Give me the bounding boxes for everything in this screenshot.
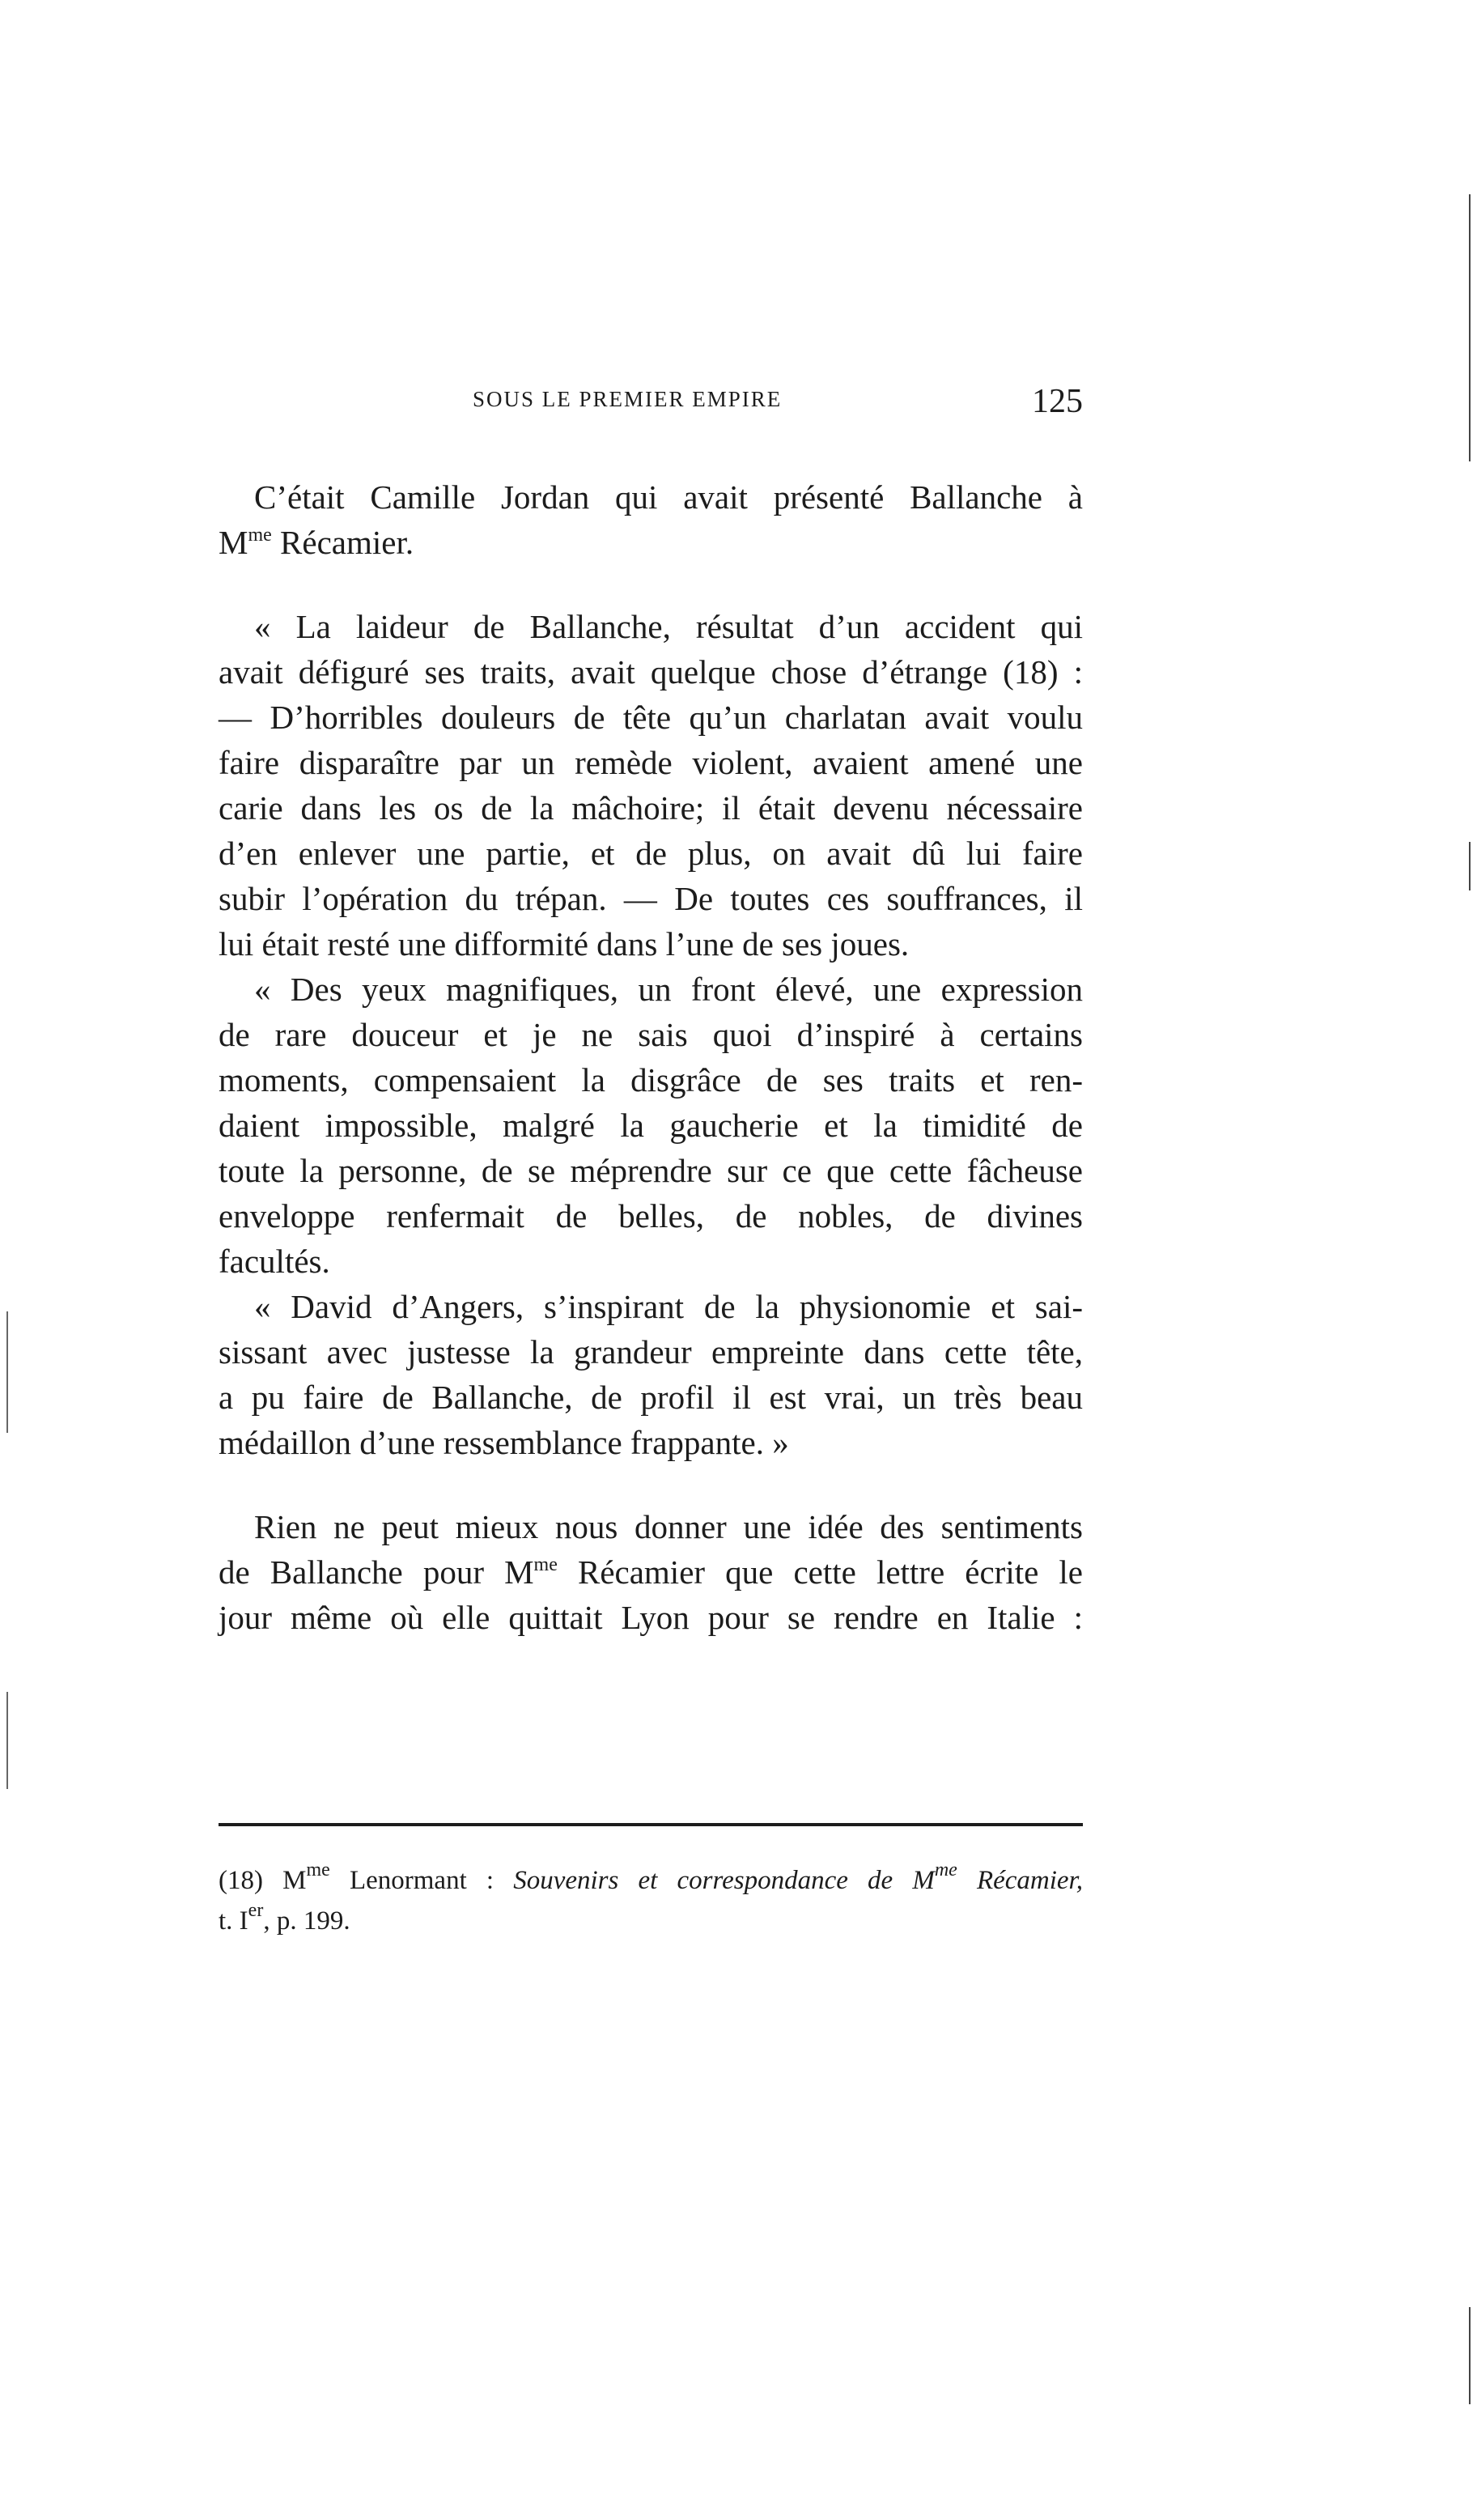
paragraph-line: carie dans les os de la mâchoire; il était devenu nécessaire	[219, 789, 1083, 827]
running-head: SOUS LE PREMIER EMPIRE	[473, 387, 783, 411]
paragraph-line: faire disparaître par un remède violent, avaient amené une	[219, 744, 1083, 781]
page-number: 125	[1032, 383, 1083, 420]
paragraph-line: moments, compensaient la disgrâce de ses traits et ren-	[219, 1061, 1083, 1099]
body-text	[219, 474, 1083, 1640]
scan-edge-mark	[6, 1311, 8, 1433]
paragraph-line: $M^{me}$ Récamier.	[219, 524, 414, 561]
scan-edge-mark	[1469, 842, 1471, 890]
scan-edge-mark	[6, 1692, 8, 1789]
paragraph-line: lui était resté une difformité dans l’une de ses joues.	[219, 925, 910, 963]
footnote	[219, 1860, 1083, 1941]
paragraph-line: « Des yeux magnifiques, un front élevé, une expression	[254, 971, 1083, 1008]
paragraph-line: subir l’opération du trépan. — De toutes ces souffrances, il	[219, 880, 1083, 917]
paragraph-line: d’en enlever une partie, et de plus, on avait dû lui faire	[219, 835, 1083, 872]
paragraph-line: facultés.	[219, 1243, 330, 1280]
paragraph-line: sissant avec justesse la grandeur empreinte dans cette tête,	[219, 1333, 1083, 1370]
paragraph-line: toute la personne, de se méprendre sur ce que cette fâcheuse	[219, 1152, 1083, 1189]
paragraph-line: de Ballanche pour $M^{me}$ Récamier que cette lettre écrite le	[219, 1553, 1083, 1591]
scan-edge-mark	[1469, 2307, 1471, 2404]
paragraph-line: avait défiguré ses traits, avait quelque chose d’étrange (18) :	[219, 653, 1083, 691]
paragraph-line: de rare douceur et je ne sais quoi d’inspiré à certains	[219, 1016, 1083, 1053]
paragraph-line: a pu faire de Ballanche, de profil il est vrai, un très beau	[219, 1379, 1083, 1416]
footnote-line: (18) $M^{me}$ Lenormant : Souvenirs et correspondance de $M^{me}$ Récamier,	[219, 1859, 1083, 1895]
footnote-line: t. Ier, p. 199.	[219, 1900, 350, 1936]
scan-edge-mark	[1469, 194, 1471, 461]
paragraph-line: — D’horribles douleurs de tête qu’un charlatan avait voulu	[219, 699, 1083, 736]
paragraph-line: Rien ne peut mieux nous donner une idée des sentiments	[254, 1508, 1083, 1545]
paragraph-line: médaillon d’une ressemblance frappante. »	[219, 1424, 789, 1461]
footnote-rule	[219, 1823, 1083, 1826]
paragraph-line: jour même où elle quittait Lyon pour se rendre en Italie :	[219, 1599, 1083, 1636]
paragraph-line: « La laideur de Ballanche, résultat d’un accident qui	[254, 608, 1083, 645]
paragraph-line: C’était Camille Jordan qui avait présenté Ballanche à	[254, 478, 1083, 516]
paragraph-line: daient impossible, malgré la gaucherie et la timidité de	[219, 1107, 1083, 1144]
page-header	[219, 383, 1083, 436]
paragraph-line: enveloppe renfermait de belles, de nobles, de divines	[219, 1197, 1083, 1235]
paragraph-line: « David d’Angers, s’inspirant de la physionomie et sai-	[254, 1288, 1083, 1325]
